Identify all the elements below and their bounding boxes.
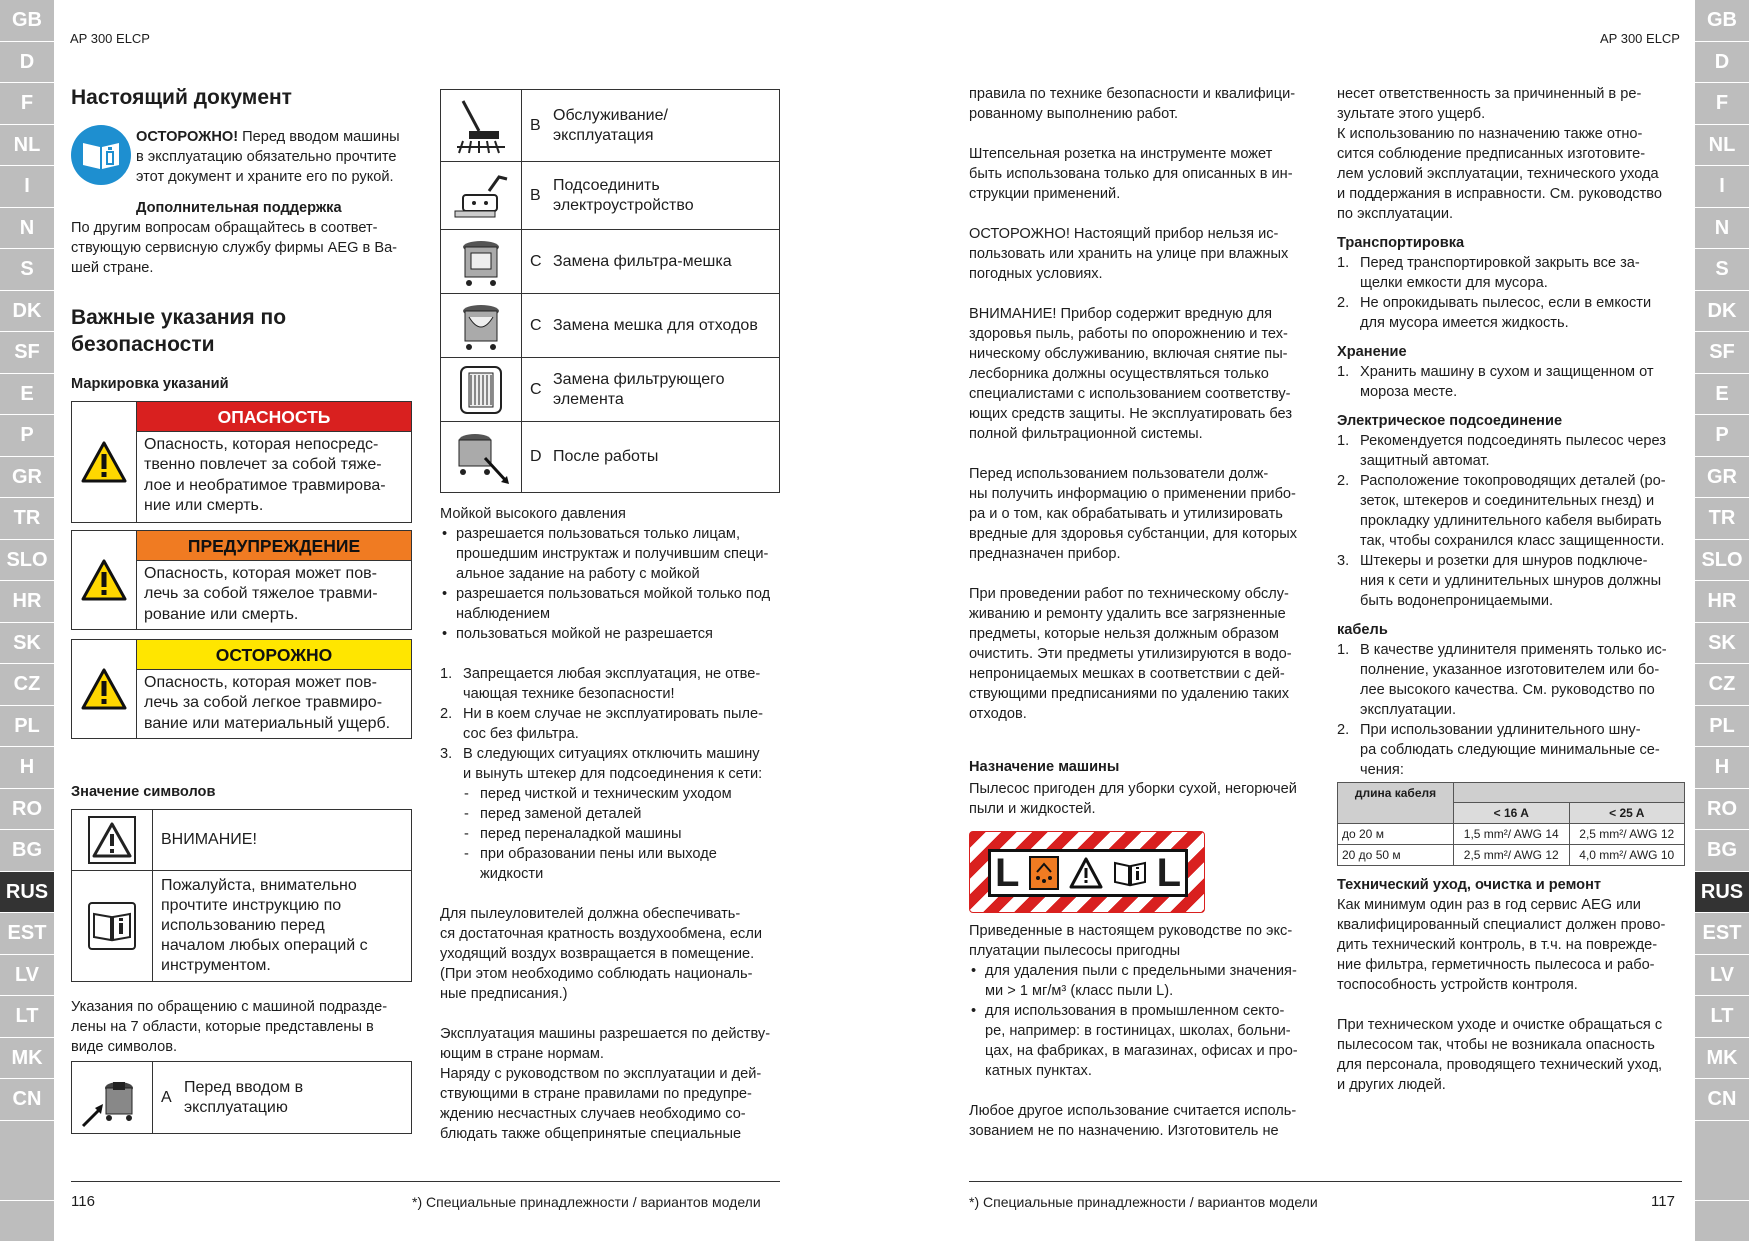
lang-tab-p[interactable]: P xyxy=(0,415,54,457)
lang-tab-sk[interactable]: SK xyxy=(0,623,54,665)
table-row: C Замена фильтрующего элемента xyxy=(441,358,779,422)
lang-tab-d[interactable]: D xyxy=(0,42,54,84)
list-item: - перед заменой деталей xyxy=(480,804,785,824)
after-work-icon xyxy=(441,422,522,492)
lang-tab-i[interactable]: I xyxy=(1695,166,1749,208)
lang-tab-rus[interactable]: RUS xyxy=(0,872,54,914)
list-item: 2. Не опрокидывать пылесос, если в емкости для мусора имеется жидкость. xyxy=(1337,295,1652,331)
vacuum-start-icon xyxy=(72,1062,153,1133)
transport-title: Транспортировка xyxy=(1337,235,1465,251)
dust-class-l-symbols: L L xyxy=(988,849,1188,897)
lang-tab-e[interactable]: E xyxy=(1695,374,1749,416)
footer-rule-left xyxy=(71,1181,780,1182)
lang-tab-sk[interactable]: SK xyxy=(1695,623,1749,665)
list-item: 2. При использовании удлинительного шну- ра соблюдать следующие минимальные се- чения: xyxy=(1337,722,1660,778)
filter-bag-icon xyxy=(441,230,522,293)
lang-tab-h[interactable]: H xyxy=(0,747,54,789)
right-col-1: правила по технике безопасности и квалифици- рованному выполнению работ. Штепсельная розетка на инструменте может быть использована только для описанных в ин- струкции применений. ОСТОРОЖНО! Настоящий прибор нельзя ис- пользовать или хранить на улице при влажных погодных условиях. ВНИМАНИЕ! Прибор содержит вредную для здоровья пыль, работы по опорожнению и тех- ническому обслуживанию, включая снятие пы- лесборника должны осуществляться только специалистами с использованием соответству- ющих средств защиты. Не эксплуатировать без полной фильтрационной системы. Перед использованием пользователи долж- ны получить информацию о применении прибо- ра и о том, как обрабатывать и утилизировать вредные для здоровья субстанции, для которых предназначен прибор. При проведении работ по техническому обслу- живанию и ремонту удалить все загрязненные предметы, которые нельзя должным образом очистить. Эти предметы утилизируются в водо- непроницаемых мешках в соответствии с дей- ствующими предписаниями по удалению таких отходов. xyxy=(969,86,1298,722)
service-symbols-table xyxy=(440,89,780,493)
list-item: - перед чисткой и техническим уходом xyxy=(480,784,785,804)
cable-title: кабель xyxy=(1337,622,1388,638)
list-item: 3. Штекеры и розетки для шнуров подключе- ния к сети и удлинительных шнуров должны быть водонепроницаемыми. xyxy=(1337,553,1662,609)
lang-tab-gb[interactable]: GB xyxy=(1695,0,1749,42)
waste-bag-icon xyxy=(441,294,522,357)
service-operation-icon xyxy=(441,90,522,161)
cable-table: длина кабеля < 16 A < 25 A до 20 м 1,5 mm²/ AWG 14 2,5 mm²/ AWG 12 20 до 50 м 2,5 mm²/ AWG 12 4,0 mm²/ AWG 10 xyxy=(1337,782,1685,866)
footnote-left: *) Специальные принадлежности / вариантов модели xyxy=(412,1194,761,1210)
lang-tab-n[interactable]: N xyxy=(0,208,54,250)
lang-tab-lv[interactable]: LV xyxy=(0,955,54,997)
model-header-left: AP 300 ELCP xyxy=(70,31,150,46)
danger-box xyxy=(71,401,412,523)
table-row: C Замена фильтра-мешка xyxy=(441,230,779,294)
danger-title: ОПАСНОСТЬ xyxy=(137,402,411,432)
caution-box-text: Опасность, которая может пов- лечь за собой легкое травмиро- вание или материальный ущерб. xyxy=(144,674,391,732)
lang-tab-p[interactable]: P xyxy=(1695,415,1749,457)
manual-book-icon xyxy=(1113,859,1147,887)
purpose-text: Пылесос пригоден для уборки сухой, негорючей пыли и жидкостей. xyxy=(969,781,1297,817)
lang-tab-nl[interactable]: NL xyxy=(0,125,54,167)
lang-tab-slo[interactable]: SLO xyxy=(1695,540,1749,582)
lang-tab-lt[interactable]: LT xyxy=(1695,996,1749,1038)
heading-safety: Важные указания по безопасности xyxy=(71,306,287,356)
tab-filler xyxy=(1695,1121,1749,1201)
right-col-2: несет ответственность за причиненный в ре- зультате этого ущерб. К использованию по назначению также отно- сится соблюдение предписанных изготовите- лем условий эксплуатации, технического ухода и поддержания в исправности. См. руководство по эксплуатации. Транспортировка 1. Перед транспортировкой закрыть все за- щелки емкости для мусора. 2. Не опрокидывать пылесос, если в емкости для мусора имеется жидкость. Хранение 1. Хранить машину в сухом и защищенном от мороза месте. Электрическое подсоединение 1. Рекомендуется подсоединять пылесос через защитный автомат. 2. Расположение токопроводящих деталей (ро- зеток, штекеров и соединительных гнезд) и прокладку удлинительного кабеля выбирать так, чтобы сохранился класс защищенности. 3. Штекеры и розетки для шнуров подключе- ния к сети и удлинительных шнуров должны быть водонепроницаемыми. кабель 1. В качестве удлинителя применять только ис- полнение, указанное изготовителем или бо- лее высокого качества. См. руководство по эксплуатации. 2. При использовании удлинительного шну- ра соблюдать следующие минимальные се- чения: длина кабеля < 16 A < 25 A до 20 м 1,5 mm²/ AWG 14 2,5 mm²/ AWG 12 20 до 50 м 2,5 mm²/ AWG 12 4,0 mm²/ AWG 10 Технический уход, очистка и ремонт Как минимум один раз в год сервис AEG или квалифицированный специалист должен прово- дить технический контроль, в т.ч. на поврежде- ние фильтра, герметичность пылесоса и рабо- тоспособность устройств контроля. При техническом уходе и очистке обращаться с пылесосом так, чтобы не возникала опасность для персонала, проводящего технический уход, и других людей. xyxy=(1337,84,1682,1095)
dust-class-l-label xyxy=(969,831,1205,913)
lang-tab-s[interactable]: S xyxy=(0,249,54,291)
lang-tab-lv[interactable]: LV xyxy=(1695,955,1749,997)
lang-tab-gr[interactable]: GR xyxy=(1695,457,1749,499)
support-text: По другим вопросам обращайтесь в соответ- ствующую сервисную службу фирмы AEG в Ва- шей стране. xyxy=(71,220,398,276)
list-item: 1. Перед транспортировкой закрыть все за- щелки емкости для мусора. xyxy=(1337,255,1640,291)
connect-device-icon xyxy=(441,162,522,229)
list-item: • разрешается пользоваться мойкой только под наблюдением xyxy=(456,584,785,624)
lang-tab-cz[interactable]: CZ xyxy=(0,664,54,706)
electrical-title: Электрическое подсоединение xyxy=(1337,413,1563,429)
attention-label: ВНИМАНИЕ! xyxy=(161,831,257,848)
lang-tab-bg[interactable]: BG xyxy=(1695,830,1749,872)
table-row: C Замена мешка для отходов xyxy=(441,294,779,358)
footnote-right: *) Специальные принадлежности / вариантов модели xyxy=(969,1194,1318,1210)
lang-tab-cn[interactable]: CN xyxy=(0,1079,54,1121)
lang-tab-pl[interactable]: PL xyxy=(0,706,54,748)
lang-tab-bg[interactable]: BG xyxy=(0,830,54,872)
tab-filler xyxy=(0,1121,54,1201)
lang-tab-h[interactable]: H xyxy=(1695,747,1749,789)
lang-tab-e[interactable]: E xyxy=(0,374,54,416)
lang-tab-f[interactable]: F xyxy=(0,83,54,125)
lang-tab-lt[interactable]: LT xyxy=(0,996,54,1038)
lang-tab-f[interactable]: F xyxy=(1695,83,1749,125)
lang-tab-cn[interactable]: CN xyxy=(1695,1079,1749,1121)
lang-tabs-right xyxy=(1695,0,1749,1241)
storage-title: Хранение xyxy=(1337,344,1407,360)
area-a-table xyxy=(71,1061,412,1134)
list-item: • для удаления пыли с предельными значения- ми > 1 мг/м³ (класс пыли L). xyxy=(985,961,1314,1001)
list-item: 3. В следующих ситуациях отключить машину и вынуть штекер для подсоединения к сети: xyxy=(440,746,763,782)
lang-tab-est[interactable]: EST xyxy=(0,913,54,955)
lang-tabs-left xyxy=(0,0,54,1241)
model-header-right: AP 300 ELCP xyxy=(1600,31,1680,46)
page-number-right: 117 xyxy=(1651,1193,1675,1210)
lang-tab-d[interactable]: D xyxy=(1695,42,1749,84)
symbols-title: Значение символов xyxy=(71,784,216,800)
warning-title: ПРЕДУПРЕЖДЕНИЕ xyxy=(137,531,411,561)
maintenance-title: Технический уход, очистка и ремонт xyxy=(1337,877,1602,893)
caution-text: ОСТОРОЖНО! Перед вводом машины в эксплуатацию обязательно прочтите этот документ и храните его по рукой. xyxy=(136,129,400,185)
lang-tab-gr[interactable]: GR xyxy=(0,457,54,499)
pressure-washer-section: Мойкой высокого давления • разрешается пользоваться только лицам, прошедшим инструктаж и получившим специ- альное задание на работу с мойкой • разрешается пользоваться мойкой только под наблюдением • пользоваться мойкой не разрешается 1. Запрещается любая эксплуатация, не отве- чающая технике безопасности! 2. Ни в коем случае не эксплуатировать пыле- сос без фильтра. 3. В следующих ситуациях отключить машину и вынуть штекер для подсоединения к сети: - перед чисткой и техническим уходом - перед заменой деталей - перед переналадкой машины - при образовании пены или выходе жидкости Для пылеуловителей должна обеспечивать- ся достаточная кратность воздухообмена, если уходящий воздух возвращается в помещение. (При этом необходимо соблюдать националь- ные предписания.) Эксплуатация машины разрешается по действу- ющим в стране нормам. Наряду с руководством по эксплуатации и дей- ствующими в стране правилами по предупре- ждению несчастных случаев необходимо со- блюдать также общепринятые специальные xyxy=(440,504,785,1144)
area-a-label: A Перед вводом в эксплуатацию xyxy=(161,1078,304,1116)
list-item: 1. Рекомендуется подсоединять пылесос через защитный автомат. xyxy=(1337,433,1666,469)
table-row: до 20 м 1,5 mm²/ AWG 14 2,5 mm²/ AWG 12 xyxy=(1338,824,1685,845)
table-row: B Обслуживание/ эксплуатация xyxy=(441,90,779,162)
purpose-title: Назначение машины xyxy=(969,759,1120,775)
lang-tab-dk[interactable]: DK xyxy=(1695,291,1749,333)
warning-text: Опасность, которая может пов- лечь за собой тяжелое травми- рование или смерть. xyxy=(144,565,378,623)
list-item: 1. Запрещается любая эксплуатация, не отве- чающая технике безопасности! xyxy=(440,666,761,702)
lang-tab-i[interactable]: I xyxy=(0,166,54,208)
lang-tab-cz[interactable]: CZ xyxy=(1695,664,1749,706)
list-item: • разрешается пользоваться только лицам, прошедшим инструктаж и получившим специ- альное задание на работу с мойкой xyxy=(456,524,785,584)
caution-box xyxy=(71,639,412,739)
lang-tab-hr[interactable]: HR xyxy=(1695,581,1749,623)
lang-tab-ro[interactable]: RO xyxy=(1695,789,1749,831)
page-number-left: 116 xyxy=(71,1193,95,1210)
danger-text: Опасность, которая непосредс- твенно повлечет за собой тяже- лое и необратимое травмирова- ние или смерть. xyxy=(144,436,386,514)
heading-document: Настоящий документ xyxy=(71,86,292,109)
lang-tab-slo[interactable]: SLO xyxy=(0,540,54,582)
manual-book-icon xyxy=(72,871,153,981)
warning-box xyxy=(71,530,412,630)
lang-tab-pl[interactable]: PL xyxy=(1695,706,1749,748)
lang-tab-mk[interactable]: MK xyxy=(1695,1038,1749,1080)
list-item: 2. Ни в коем случае не эксплуатировать пыле- сос без фильтра. xyxy=(440,706,763,742)
lang-tab-hr[interactable]: HR xyxy=(0,581,54,623)
table-row: B Подсоединить электроустройство xyxy=(441,162,779,230)
read-manual-icon xyxy=(71,125,131,185)
lang-tab-rus[interactable]: RUS xyxy=(1695,872,1749,914)
table-row: D После работы xyxy=(441,422,779,492)
lang-tab-tr[interactable]: TR xyxy=(1695,498,1749,540)
lang-tab-tr[interactable]: TR xyxy=(0,498,54,540)
attention-icon xyxy=(72,810,153,870)
list-item: - при образовании пены или выходе жидкости xyxy=(480,844,785,884)
lang-tab-n[interactable]: N xyxy=(1695,208,1749,250)
read-instructions-text: Пожалуйста, внимательно прочтите инструкцию по использованию перед началом любых операций с инструментом. xyxy=(161,877,368,974)
list-item: • пользоваться мойкой не разрешается xyxy=(456,624,785,644)
list-item: 2. Расположение токопроводящих деталей (ро- зеток, штекеров и соединительных гнезд) и прокладку удлинительного кабеля выбирать так, чтобы сохранился класс защищенности. xyxy=(1337,473,1666,549)
lang-tab-s[interactable]: S xyxy=(1695,249,1749,291)
suitability-text: Приведенные в настоящем руководстве по экс- плуатации пылесосы пригодны • для удаления пыли с предельными значения- ми > 1 мг/м³ (класс пыли L). • для использования в промышленном секто- ре, например: в гостиницах, школах, больни- цах, на фабриках, в магазинах, офисах и про- катных пунктах. Любое другое использование считается исполь- зованием не по назначению. Изготовитель не xyxy=(969,921,1314,1141)
footer-rule-right xyxy=(969,1181,1682,1182)
warning-triangle-icon xyxy=(72,531,137,629)
dust-hazard-icon xyxy=(1029,856,1059,890)
filter-element-icon xyxy=(441,358,522,421)
lang-tab-ro[interactable]: RO xyxy=(0,789,54,831)
lang-tab-dk[interactable]: DK xyxy=(0,291,54,333)
support-title: Дополнительная поддержка xyxy=(136,200,342,216)
lang-tab-sf[interactable]: SF xyxy=(0,332,54,374)
lang-tab-gb[interactable]: GB xyxy=(0,0,54,42)
warning-triangle-icon xyxy=(72,402,137,522)
lang-tab-mk[interactable]: MK xyxy=(0,1038,54,1080)
areas-text: Указания по обращению с машиной подразде- лены на 7 области, которые представлены в виде символов. xyxy=(71,999,388,1055)
warning-triangle-icon xyxy=(72,640,137,738)
list-item: • для использования в промышленном секто- ре, например: в гостиницах, школах, больни- цах, на фабриках, в магазинах, офисах и про- катных пунктах. xyxy=(985,1001,1314,1081)
table-row: 20 до 50 м 2,5 mm²/ AWG 12 4,0 mm²/ AWG 10 xyxy=(1338,845,1685,866)
lang-tab-sf[interactable]: SF xyxy=(1695,332,1749,374)
marking-title: Маркировка указаний xyxy=(71,376,229,392)
lang-tab-est[interactable]: EST xyxy=(1695,913,1749,955)
lang-tab-nl[interactable]: NL xyxy=(1695,125,1749,167)
list-item: 1. Хранить машину в сухом и защищенном от мороза месте. xyxy=(1337,364,1654,400)
symbols-table xyxy=(71,809,412,982)
warning-triangle-icon xyxy=(1069,857,1103,889)
caution-title: ОСТОРОЖНО xyxy=(137,640,411,670)
list-item: 1. В качестве удлинителя применять только ис- полнение, указанное изготовителем или бо- лее высокого качества. См. руководство по эксплуатации. xyxy=(1337,642,1667,718)
list-item: - перед переналадкой машины xyxy=(480,824,785,844)
